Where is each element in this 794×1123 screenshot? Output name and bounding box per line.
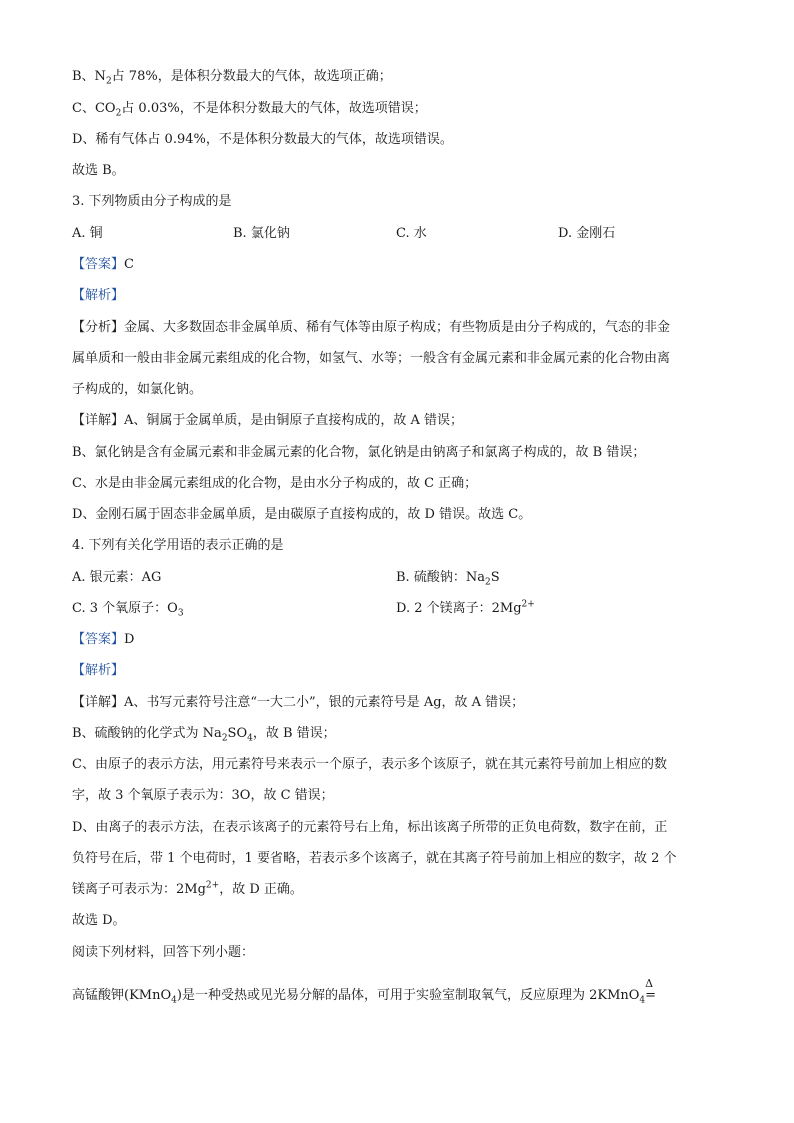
- q3-detail-line-4: D、金刚石属于固态非金属单质，是由碳原子直接构成的，故 D 错误。故选 C。: [72, 507, 532, 522]
- q3-option-b: B. 氯化钠: [233, 226, 290, 241]
- q4-detail-line-4: 字，故 3 个氧原子表示为：3O，故 C 错误；: [72, 788, 334, 803]
- q4-detail-line-5: D、由离子的表示方法，在表示该离子的元素符号右上角，标出该离子所带的正负电荷数，数字在前，正: [72, 820, 668, 835]
- q4-option-b: B. 硫酸钠：$Na_2S$: [396, 570, 500, 588]
- q4-detail-line-1: 【详解】A、书写元素符号注意“一大二小”，银的元素符号是 Ag，故 A 错误；: [72, 695, 525, 710]
- line-c-co2: C、$CO_2$占 0.03%，不是体积分数最大的气体，故选项错误；: [72, 101, 427, 119]
- q3-analysis-line-3: 子构成的，如氯化钠。: [72, 382, 203, 397]
- q3-detail-line-2: B、氯化钠是含有金属元素和非金属元素的化合物，氯化钠是由钠离子和氯离子构成的，故 B 错误；: [72, 445, 646, 460]
- q3-analysis-line-1: 【分析】金属、大多数固态非金属单质、稀有气体等由原子构成；有些物质是由分子构成的，气态的非金: [72, 320, 671, 335]
- q4-option-d: D. 2 个镁离子：$2Mg^{2+}$: [396, 599, 535, 616]
- q3-option-d: D. 金刚石: [558, 226, 616, 241]
- q4-option-c: C. 3 个氧原子：$O_3$: [72, 601, 184, 619]
- q3-option-a: A. 铜: [72, 226, 103, 241]
- line-d-noble-gas: D、稀有气体占 0.94%，不是体积分数最大的气体，故选项错误。: [72, 132, 453, 147]
- question-3: 3. 下列物质由分子构成的是: [72, 194, 232, 209]
- q3-detail-line-3: C、水是由非金属元素组成的化合物，是由水分子构成的，故 C 正确；: [72, 476, 478, 491]
- q4-option-a: A. 银元素：AG: [72, 570, 162, 585]
- q3-answer: 【答案】C: [72, 257, 134, 272]
- q3-option-c: C. 水: [396, 226, 427, 241]
- question-4: 4. 下列有关化学用语的表示正确的是: [72, 538, 284, 553]
- line-choose-b: 故选 B。: [72, 163, 125, 178]
- line-b-n2: B、$N_2$占 78%，是体积分数最大的气体，故选项正确；: [72, 69, 392, 87]
- q4-analysis-heading: 【解析】: [72, 663, 125, 678]
- reading-instruction: 阅读下列材料，回答下列小题：: [72, 945, 255, 960]
- heating-condition-sign: Δ =: [645, 977, 657, 1003]
- q4-detail-line-6: 负符号在后，带 1 个电荷时，1 要省略，若表示多个该离子，就在其离子符号前加上相应的数字，故 2 个: [72, 851, 677, 866]
- q3-analysis-heading: 【解析】: [72, 288, 125, 303]
- q4-detail-line-2: B、硫酸钠的化学式为 $Na_2SO_4$，故 B 错误；: [72, 726, 336, 744]
- q4-detail-line-3: C、由原子的表示方法，用元素符号来表示一个原子，表示多个该原子，就在其元素符号前加上相应的数: [72, 757, 667, 772]
- q4-detail-line-7: 镁离子可表示为：$2Mg^{2+}$，故 D 正确。: [72, 880, 303, 897]
- kmno4-material: 高锰酸钾(KMnO$_4$)是一种受热或见光易分解的晶体，可用于实验室制取氧气，反应原理为 2KMnO$_4$ Δ =: [72, 977, 657, 1006]
- q4-answer: 【答案】D: [72, 632, 135, 647]
- q4-choose-d: 故选 D。: [72, 913, 126, 928]
- q3-detail-line-1: 【详解】A、铜属于金属单质，是由铜原子直接构成的，故 A 错误；: [72, 413, 464, 428]
- q3-analysis-line-2: 属单质和一般由非金属元素组成的化合物，如氢气、水等；一般含有金属元素和非金属元素的化合物由离: [72, 351, 671, 366]
